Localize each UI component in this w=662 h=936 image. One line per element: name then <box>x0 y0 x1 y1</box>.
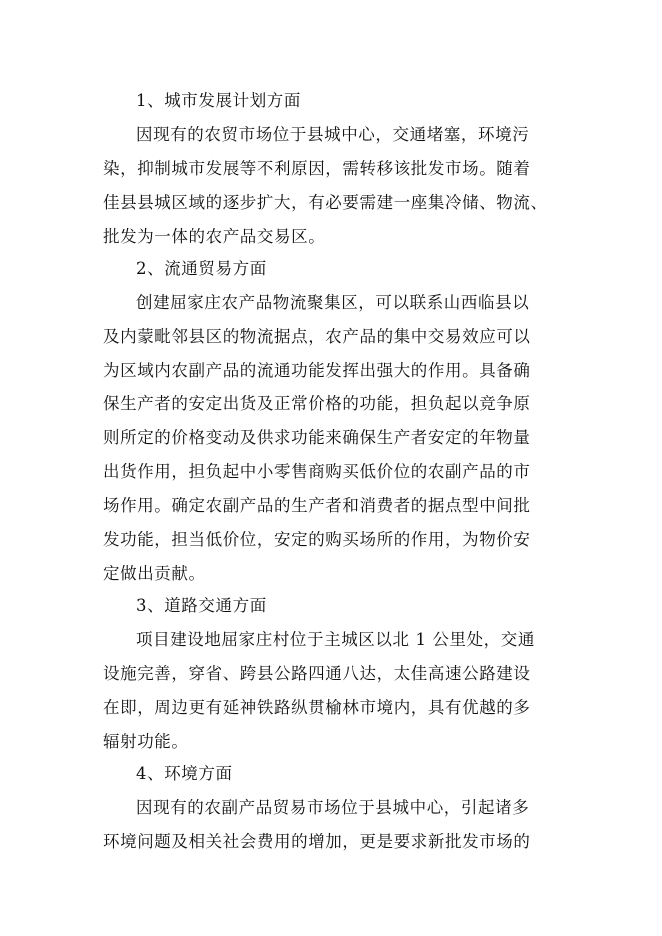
paragraph-line: 定做出贡献。 <box>103 564 206 583</box>
paragraph-line: 佳县县城区域的逐步扩大，有必要需建一座集冷储、物流、 <box>103 193 548 212</box>
paragraph-line: 因现有的农贸市场位于县城中心，交通堵塞，环境污 <box>136 125 530 144</box>
paragraph-line: 环境问题及相关社会费用的增加，更是要求新批发市场的 <box>103 832 531 851</box>
section-heading: 1、城市发展计划方面 <box>136 91 301 110</box>
section-heading: 3、道路交通方面 <box>136 596 267 615</box>
paragraph-line: 设施完善，穿省、跨县公路四通八达，太佳高速公路建设 <box>103 664 531 683</box>
paragraph-line: 场作用。确定农副产品的生产者和消费者的据点型中间批 <box>103 496 531 515</box>
paragraph-line: 辐射功能。 <box>103 732 189 751</box>
paragraph-line: 因现有的农副产品贸易市场位于县城中心，引起诸多 <box>136 798 530 817</box>
paragraph-line: 发功能，担当低价位，安定的购买场所的作用，为物价安 <box>103 530 531 549</box>
paragraph-line: 染，抑制城市发展等不利原因，需转移该批发市场。随着 <box>103 159 531 178</box>
section-heading: 2、流通贸易方面 <box>136 259 267 278</box>
section-heading: 4、环境方面 <box>136 764 233 783</box>
paragraph-line: 创建屈家庄农产品物流聚集区，可以联系山西临县以 <box>136 293 530 312</box>
paragraph-line: 及内蒙毗邻县区的物流据点，农产品的集中交易效应可以 <box>103 327 531 346</box>
paragraph-line: 在即，周边更有延神铁路纵贯榆林市境内，具有优越的多 <box>103 698 531 717</box>
paragraph-line: 则所定的价格变动及供求功能来确保生产者安定的年物量 <box>103 428 531 447</box>
paragraph-line: 出货作用，担负起中小零售商购买低价位的农副产品的市 <box>103 462 531 481</box>
paragraph-line: 保生产者的安定出货及正常价格的功能，担负起以竞争原 <box>103 394 531 413</box>
paragraph-line: 项目建设地屈家庄村位于主城区以北 1 公里处，交通 <box>136 630 535 649</box>
paragraph-line: 批发为一体的农产品交易区。 <box>103 227 326 246</box>
paragraph-line: 为区域内农副产品的流通功能发挥出强大的作用。具备确 <box>103 361 531 380</box>
